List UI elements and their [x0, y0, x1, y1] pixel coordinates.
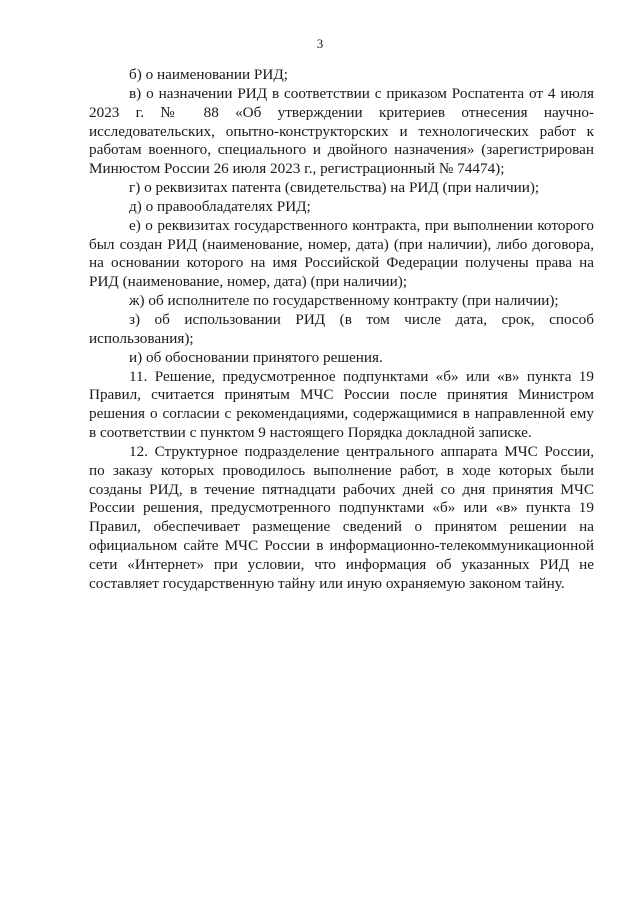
paragraph-section-12: 12. Структурное подразделение центрального аппарата МЧС России, по заказу которых проводилось выполнение работ, в ходе которых были созданы РИД, в течение пятнадцати рабочих дней со дня принятия МЧС России решения, предусмотренного подпунктами «б» или «в» пункта 19 Правил, обеспечивает размещение сведений о принятом решении на официальном сайте МЧС России в информационно-телекоммуникационной сети «Интернет» при условии, что информация об указанных РИД не составляет государственную тайну или иную охраняемую законом тайну. [89, 442, 594, 592]
paragraph-section-11: 11. Решение, предусмотренное подпунктами «б» или «в» пункта 19 Правил, считается принятым МЧС России после принятия Министром решения о согласии с рекомендациями, содержащимися в направленной ему в соответствии с пунктом 9 настоящего Порядка докладной записке. [89, 367, 594, 442]
paragraph-item-g: г) о реквизитах патента (свидетельства) на РИД (при наличии); [129, 179, 540, 197]
page-number: 3 [316, 36, 324, 51]
paragraph-item-v: в) о назначении РИД в соответствии с приказом Роспатента от 4 июля 2023 г. № 88 «Об утверждении критериев отнесения научно-исследовательских, опытно-конструкторских и технологических работ к работам военного, специального и двойного назначения» (зарегистрирован Минюстом России 26 июля 2023 г., регистрационный № 74474); [89, 84, 594, 178]
paragraph-item-z: з) об использовании РИД (в том числе дата, срок, способ использования); [89, 310, 594, 347]
paragraph-item-zh: ж) об исполнителе по государственному контракту (при наличии); [129, 292, 559, 310]
paragraph-item-e: е) о реквизитах государственного контракта, при выполнении которого был создан РИД (наименование, номер, дата) (при наличии), либо договора, на основании которого на имя Российской Федерации получены права на РИД (наименование, номер, дата) (при наличии); [89, 216, 594, 291]
document-body [89, 66, 594, 594]
paragraph-item-i: и) об обосновании принятого решения. [129, 348, 383, 366]
paragraph-item-b: б) о наименовании РИД; [129, 66, 288, 83]
paragraph-item-d: д) о правообладателях РИД; [129, 197, 311, 215]
